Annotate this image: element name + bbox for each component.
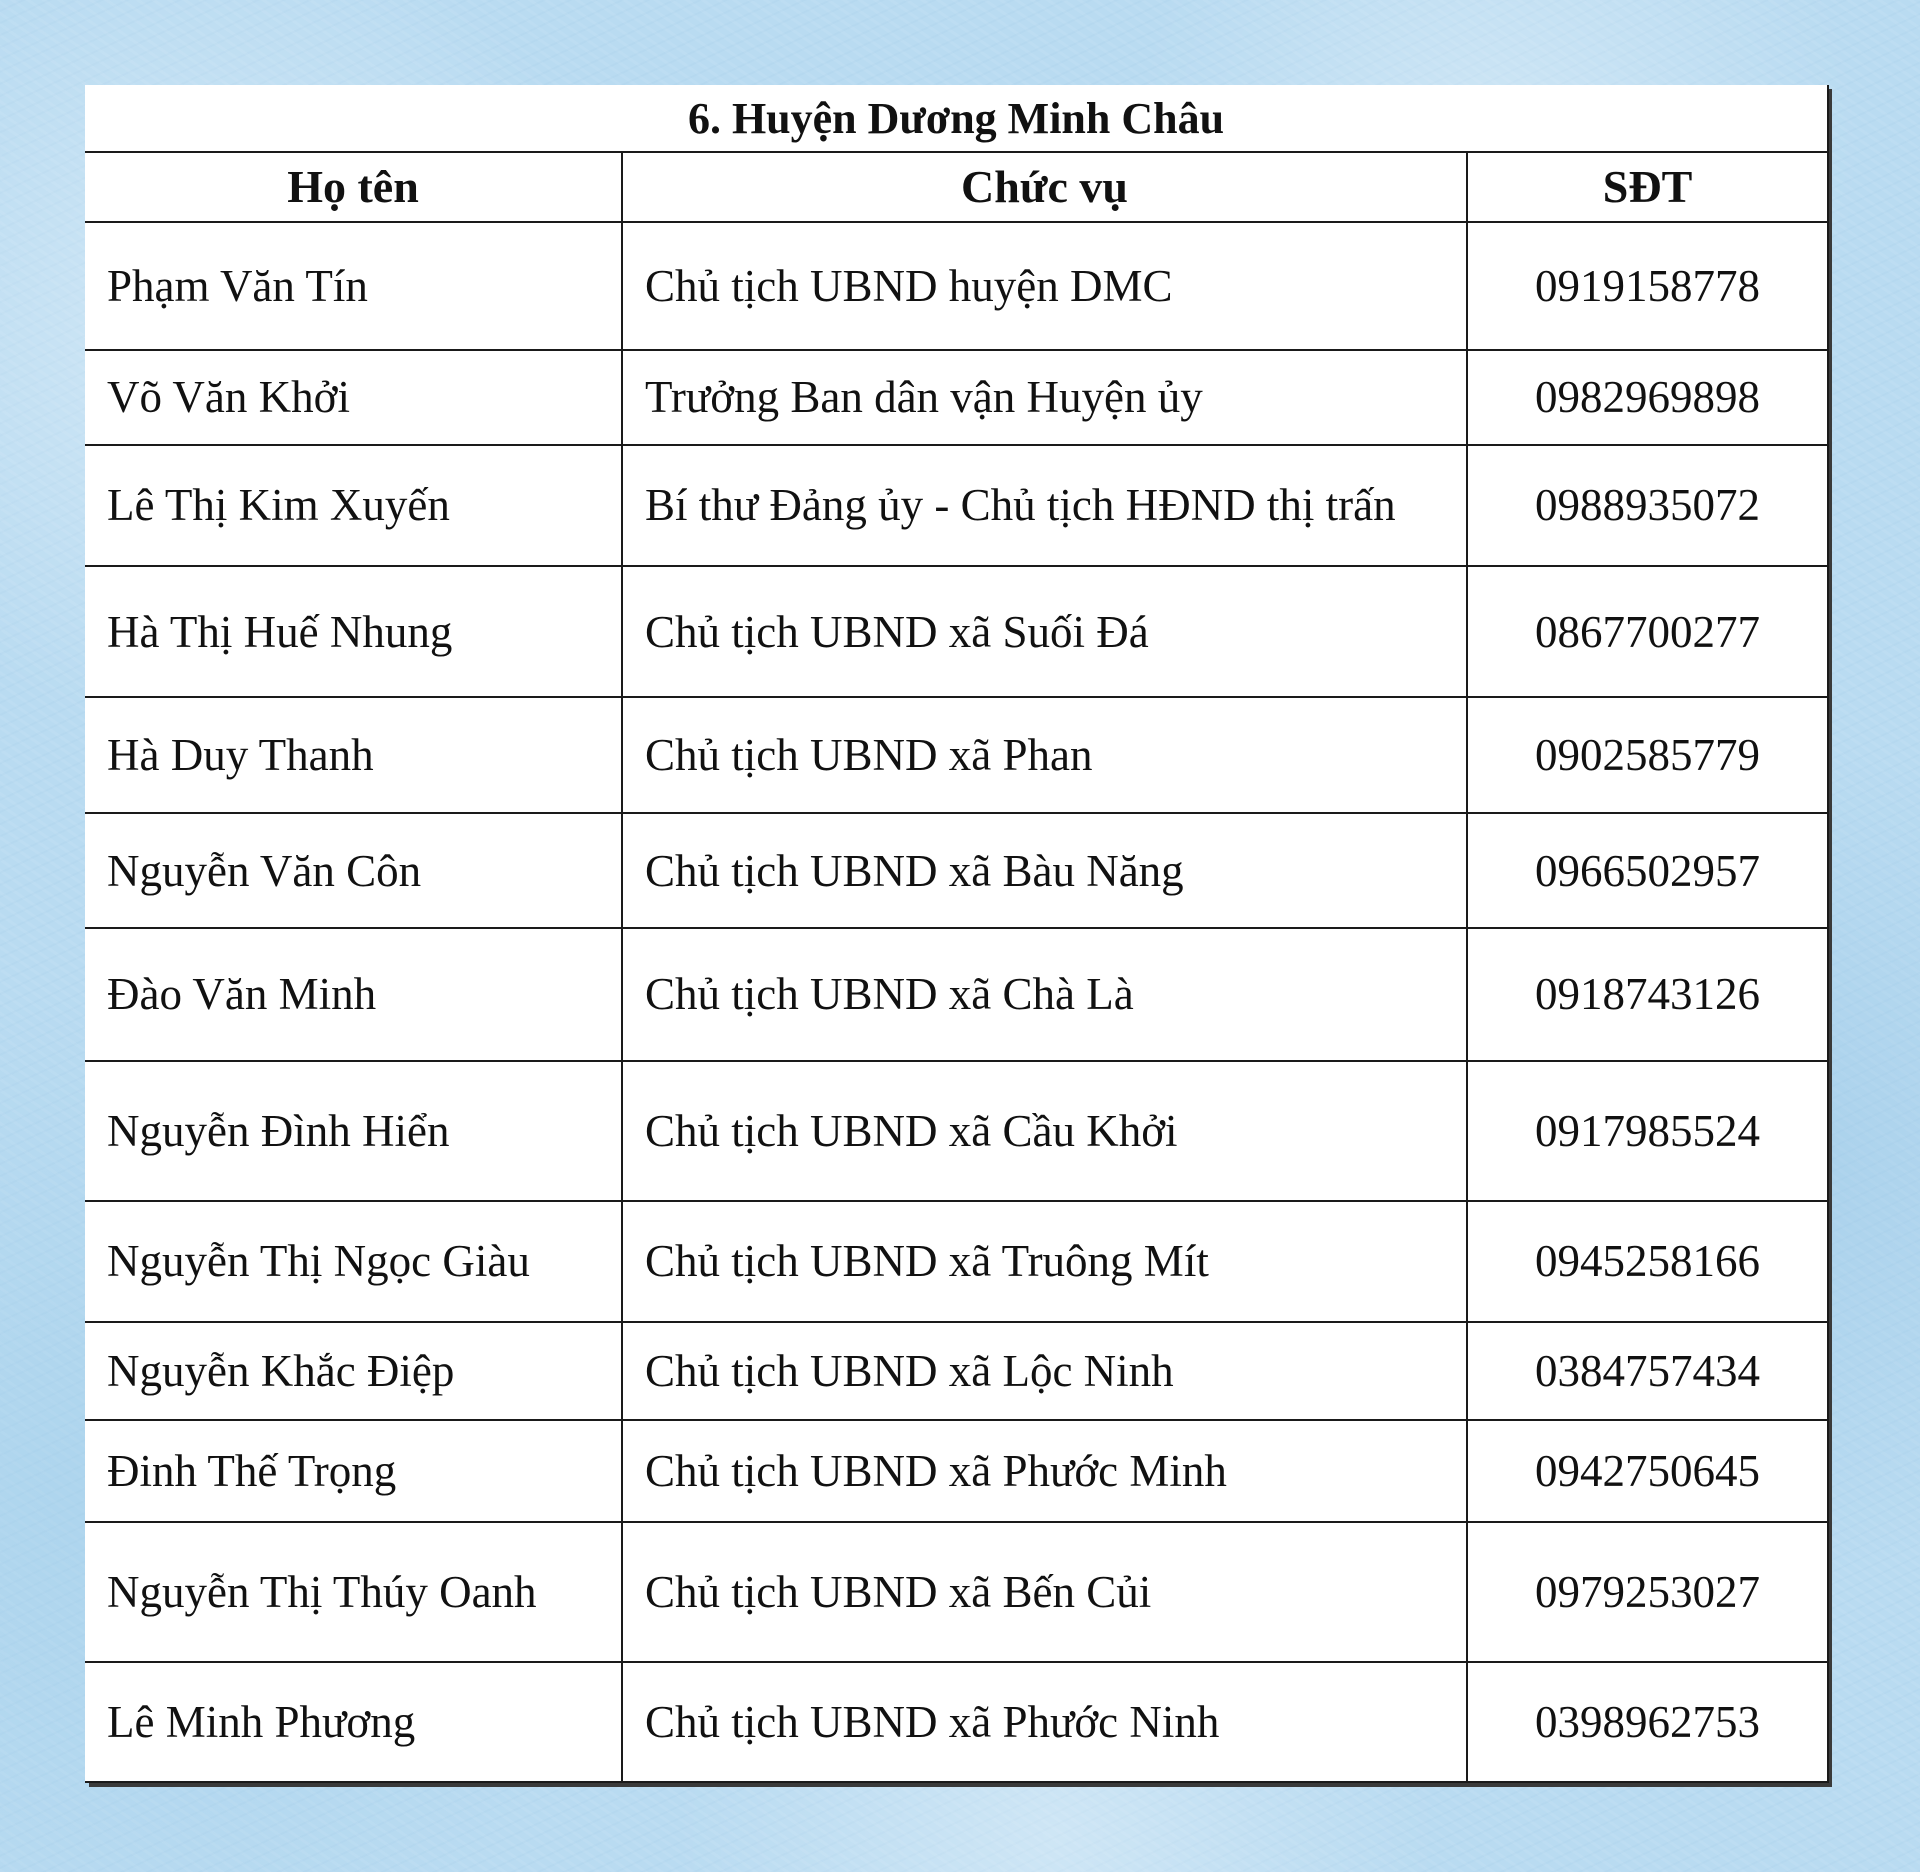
cell-phone: 0918743126 — [1467, 928, 1828, 1061]
table-row — [85, 813, 1828, 928]
cell-name: Võ Văn Khởi — [85, 350, 622, 444]
cell-phone: 0942750645 — [1467, 1420, 1828, 1521]
cell-phone: 0902585779 — [1467, 697, 1828, 814]
cell-position: Chủ tịch UBND xã Truông Mít — [622, 1201, 1467, 1322]
cell-name: Phạm Văn Tín — [85, 222, 622, 351]
cell-name: Lê Thị Kim Xuyến — [85, 445, 622, 567]
table-row — [85, 697, 1828, 814]
cell-phone: 0867700277 — [1467, 566, 1828, 697]
cell-phone: 0398962753 — [1467, 1662, 1828, 1782]
cell-name: Nguyễn Khắc Điệp — [85, 1322, 622, 1420]
table-row — [85, 1061, 1828, 1202]
column-header-name: Họ tên — [85, 152, 622, 221]
contact-sheet — [85, 85, 1828, 1783]
cell-position: Chủ tịch UBND xã Phan — [622, 697, 1467, 814]
cell-name: Đinh Thế Trọng — [85, 1420, 622, 1521]
cell-position: Chủ tịch UBND huyện DMC — [622, 222, 1467, 351]
cell-phone: 0988935072 — [1467, 445, 1828, 567]
cell-name: Nguyễn Thị Ngọc Giàu — [85, 1201, 622, 1322]
table-row — [85, 566, 1828, 697]
cell-phone: 0384757434 — [1467, 1322, 1828, 1420]
table-row — [85, 445, 1828, 567]
cell-name: Hà Duy Thanh — [85, 697, 622, 814]
contacts-table — [85, 85, 1829, 1783]
table-row — [85, 350, 1828, 444]
cell-position: Chủ tịch UBND xã Bến Củi — [622, 1522, 1467, 1663]
cell-phone: 0919158778 — [1467, 222, 1828, 351]
cell-name: Nguyễn Đình Hiển — [85, 1061, 622, 1202]
cell-position: Chủ tịch UBND xã Bàu Năng — [622, 813, 1467, 928]
cell-name: Nguyễn Thị Thúy Oanh — [85, 1522, 622, 1663]
cell-phone: 0945258166 — [1467, 1201, 1828, 1322]
cell-phone: 0966502957 — [1467, 813, 1828, 928]
cell-position: Chủ tịch UBND xã Phước Minh — [622, 1420, 1467, 1521]
table-header-row — [85, 152, 1828, 221]
cell-name: Nguyễn Văn Côn — [85, 813, 622, 928]
cell-phone: 0979253027 — [1467, 1522, 1828, 1663]
cell-position: Chủ tịch UBND xã Suối Đá — [622, 566, 1467, 697]
table-row — [85, 1662, 1828, 1782]
cell-phone: 0917985524 — [1467, 1061, 1828, 1202]
table-title-row — [85, 85, 1828, 152]
cell-position: Chủ tịch UBND xã Chà Là — [622, 928, 1467, 1061]
cell-position: Chủ tịch UBND xã Lộc Ninh — [622, 1322, 1467, 1420]
column-header-position: Chức vụ — [622, 152, 1467, 221]
table-title: 6. Huyện Dương Minh Châu — [85, 85, 1828, 152]
table-row — [85, 928, 1828, 1061]
column-header-phone: SĐT — [1467, 152, 1828, 221]
cell-name: Hà Thị Huế Nhung — [85, 566, 622, 697]
cell-position: Chủ tịch UBND xã Cầu Khởi — [622, 1061, 1467, 1202]
table-row — [85, 1322, 1828, 1420]
table-row — [85, 222, 1828, 351]
cell-position: Bí thư Đảng ủy - Chủ tịch HĐND thị trấn — [622, 445, 1467, 567]
cell-phone: 0982969898 — [1467, 350, 1828, 444]
table-row — [85, 1420, 1828, 1521]
cell-name: Lê Minh Phương — [85, 1662, 622, 1782]
cell-position: Chủ tịch UBND xã Phước Ninh — [622, 1662, 1467, 1782]
table-row — [85, 1201, 1828, 1322]
table-row — [85, 1522, 1828, 1663]
cell-name: Đào Văn Minh — [85, 928, 622, 1061]
cell-position: Trưởng Ban dân vận Huyện ủy — [622, 350, 1467, 444]
